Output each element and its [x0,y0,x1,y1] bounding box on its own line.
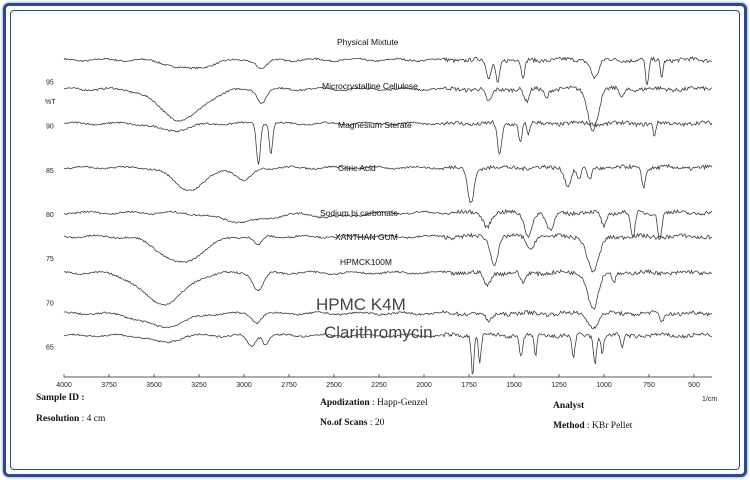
series-label: Microcrystalline Cellulose [322,81,418,91]
y-tick-label: 95 [46,79,54,87]
x-tick-label: 500 [688,382,700,389]
series-label: XANTHAN GUM [335,232,398,242]
apodization-row [320,398,428,408]
series-label: Magnesium Sterate [338,120,412,130]
sample-id-label: Sample ID [36,393,80,403]
series-label: Clarithromycin [324,323,433,342]
x-tick-label: 4000 [56,382,72,389]
series-labels [316,37,433,342]
x-tick-label: 1750 [461,382,477,389]
y-tick-label: 75 [46,256,54,264]
y-axis-label: %T [45,99,56,106]
x-tick-label: 2750 [281,382,297,389]
series-label: Physical Mixtute [337,37,399,47]
series-label: Sodium bi carbonate [320,208,398,218]
x-tick-label: 3750 [101,382,117,389]
x-tick-label: 1000 [596,382,612,389]
sample-id-sep: : [81,393,85,403]
apodization-value: : Happ-Genzel [372,398,428,408]
x-tick-label: 750 [643,382,655,389]
scans-value: : 20 [369,418,385,428]
y-tick-label: 80 [46,212,54,219]
x-tick-label: 1500 [506,382,522,389]
spectrum-trace [64,165,712,203]
y-axis-ticks [46,80,54,352]
apodization-label: Apodization [320,398,370,408]
y-tick-label: 85 [46,167,54,175]
resolution-value: : 4 cm [81,414,106,424]
method-row [553,421,632,431]
x-tick-label: 3000 [236,382,252,389]
series-label: Citric Acid [338,163,376,173]
x-tick-label: 3500 [146,382,162,389]
series-label: HPMCK100M [340,257,392,267]
series-label: HPMC K4M [316,295,406,314]
scans-label: No.of Scans [320,418,368,428]
method-value: : KBr Pellet [587,421,633,431]
y-tick-label: 65 [46,344,54,352]
analyst-label: Analyst [553,401,585,411]
y-tick-label: 70 [46,300,54,308]
x-tick-label: 1250 [551,382,567,389]
x-tick-label: 2000 [416,382,432,389]
x-tick-label: 3250 [191,382,207,389]
x-axis-ticks [56,374,700,389]
resolution-row [36,414,105,424]
x-axis-unit-label: 1/cm [702,396,718,403]
sample-id-row [36,393,85,403]
scans-row [320,418,384,428]
resolution-label: Resolution [36,414,80,424]
y-tick-label: 90 [46,123,54,131]
x-tick-label: 2500 [326,382,342,389]
analyst-row [553,401,584,411]
x-tick-label: 2250 [371,382,387,389]
method-label: Method [553,421,585,431]
